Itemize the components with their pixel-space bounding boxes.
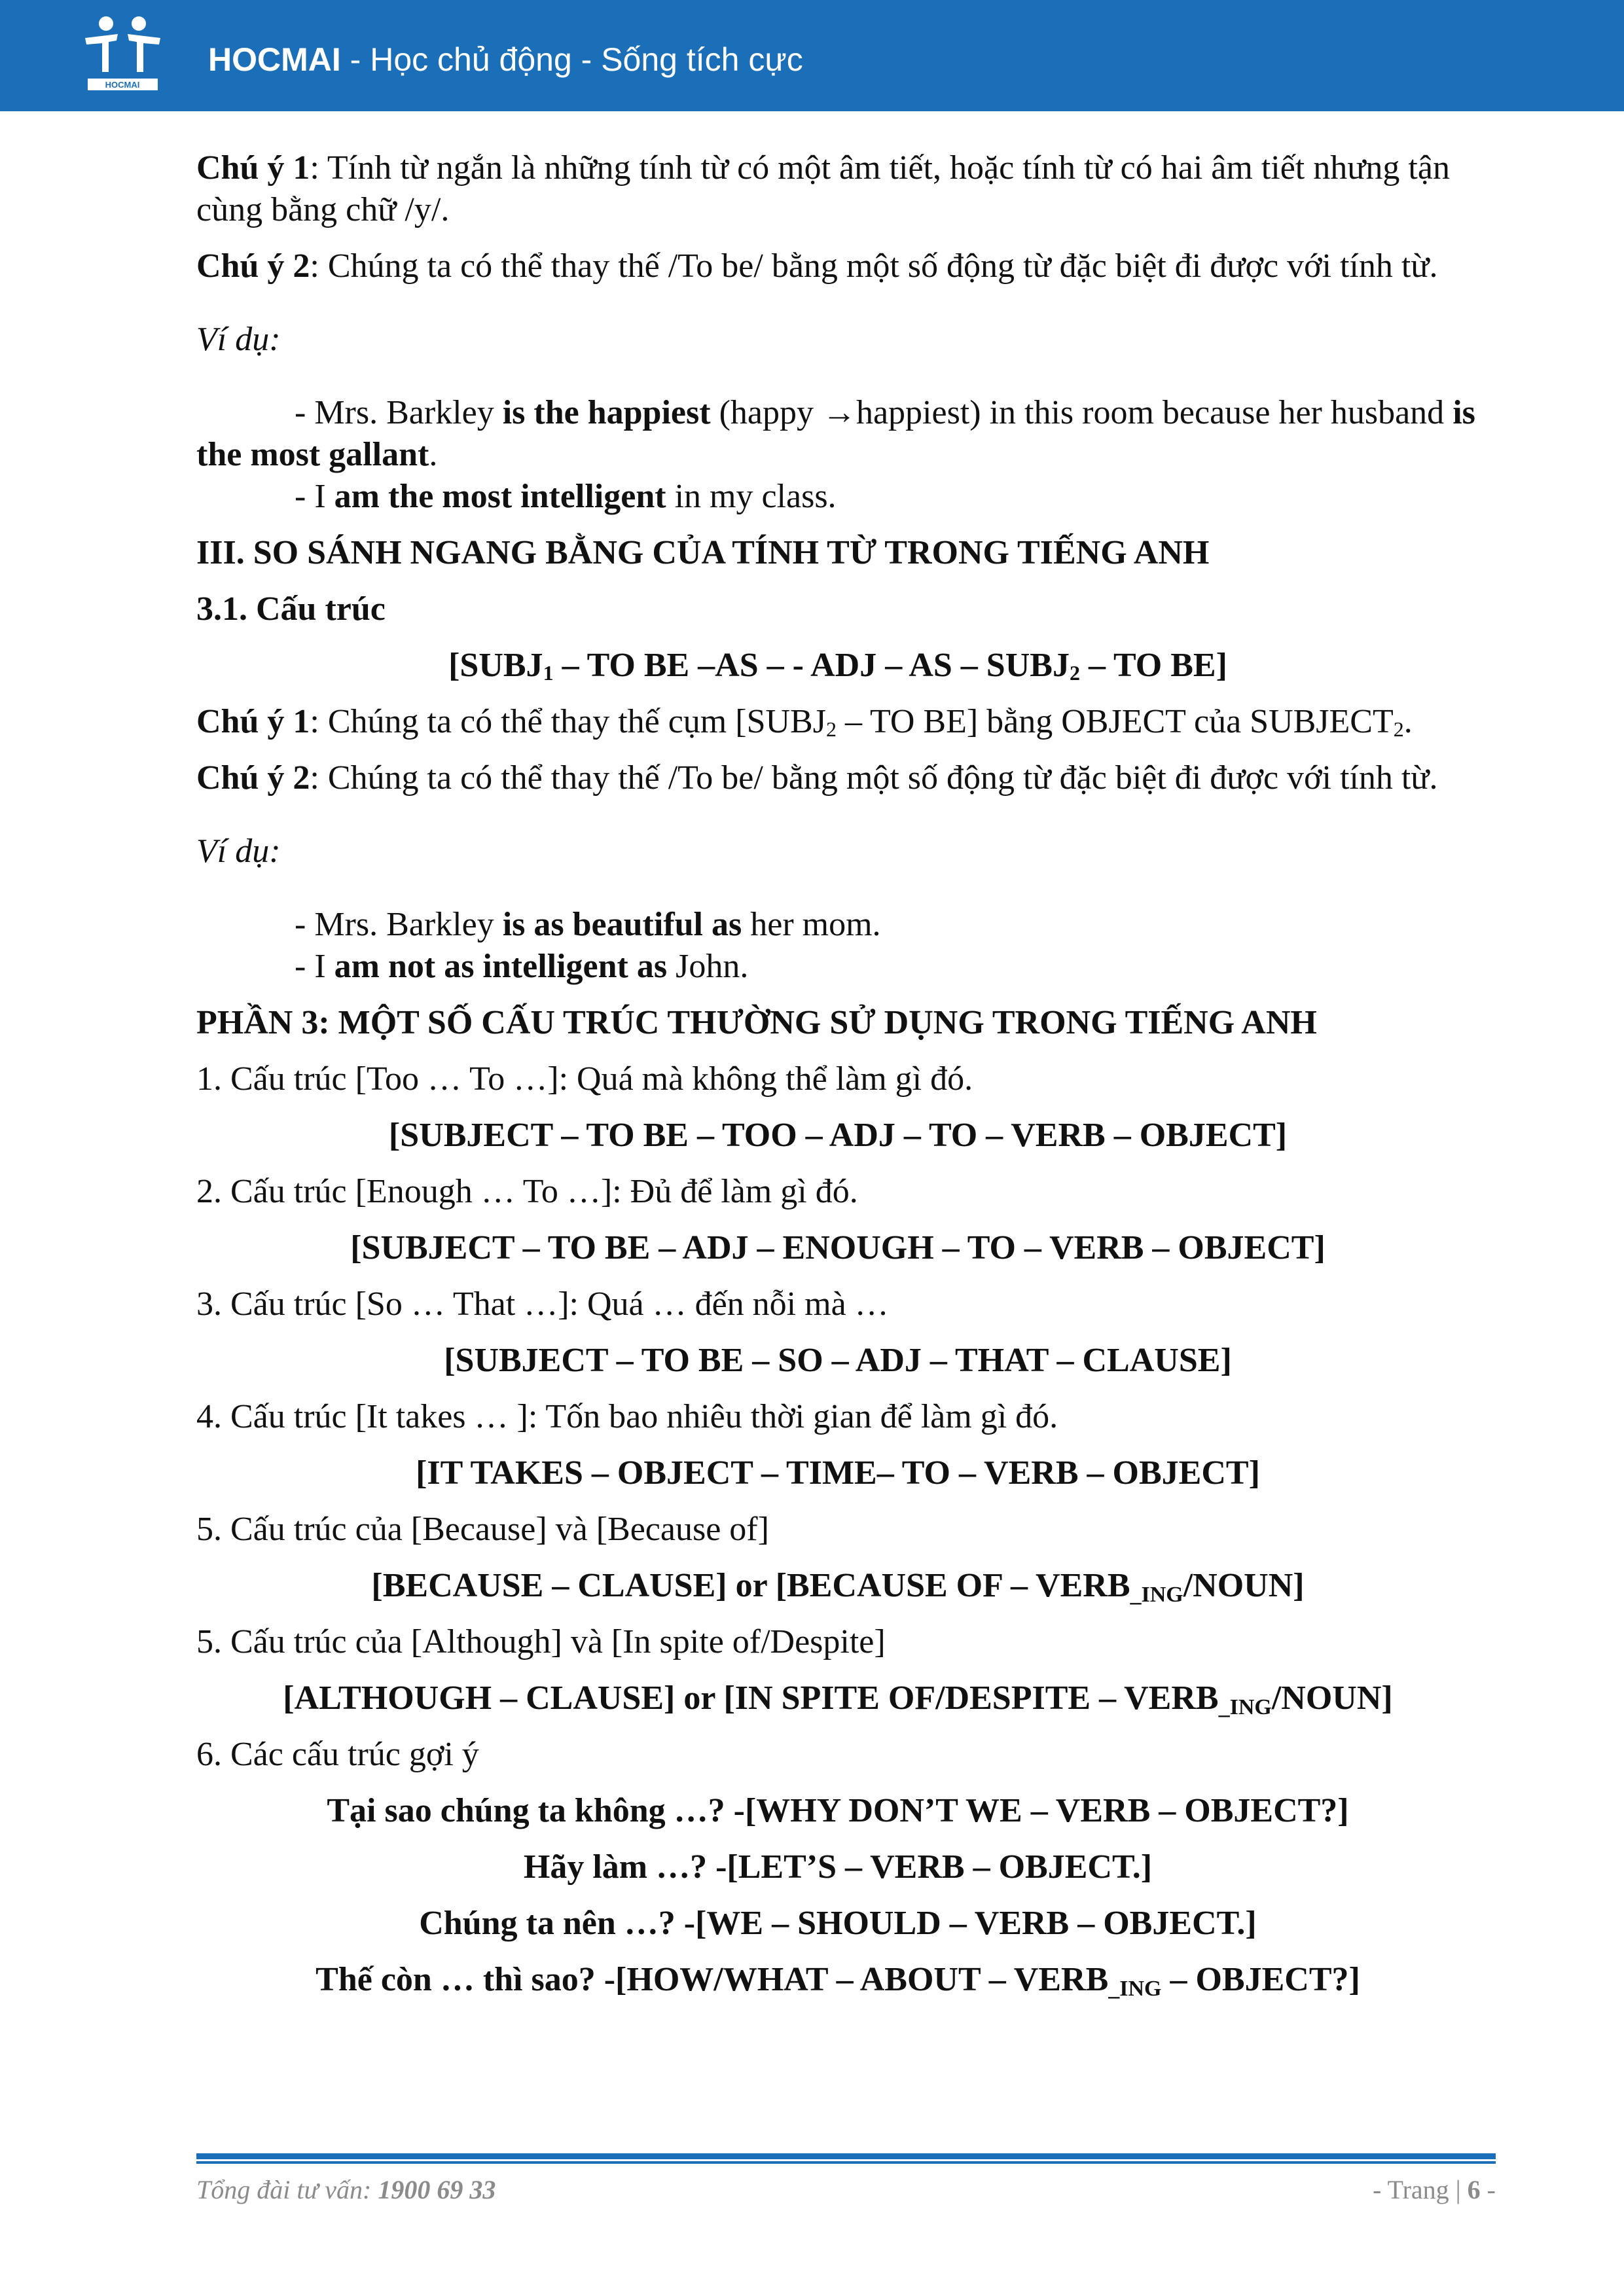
- structure-2: 2. Cấu trúc [Enough … To …]: Đủ để làm gì đó.: [196, 1173, 858, 1210]
- footer-hotline: Tổng đài tư vấn: 1900 69 33: [196, 2175, 496, 2204]
- note-text: : Chúng ta có thể thay thế /To be/ bằng một số động từ đặc biệt đi được với tính từ.: [310, 247, 1438, 285]
- hocmai-logo-icon: [79, 14, 167, 93]
- formula-3: [SUBJECT – TO BE – SO – ADJ – THAT – CLAUSE]: [444, 1342, 1232, 1379]
- structure-1: 1. Cấu trúc [Too … To …]: Quá mà không thể làm gì đó.: [196, 1060, 973, 1098]
- note-1: [196, 147, 1479, 231]
- formula-equal-comparison: [$SUBJ_1$ – TO BE –AS – - ADJ – AS – $SUBJ_2$ – TO BE]: [448, 647, 1227, 685]
- example-1: - Mrs. Barkley is the happiest (happy →happiest) in this room because her husband is the most gallant.: [196, 394, 1475, 473]
- formula-7: Tại sao chúng ta không …? -[WHY DON’T WE – VERB – OBJECT?]: [327, 1792, 1349, 1829]
- page-header: [0, 0, 1624, 111]
- structure-6: 5. Cấu trúc của [Although] và [In spite of/Despite]: [196, 1623, 886, 1660]
- structure-4: 4. Cấu trúc [It takes … ]: Tốn bao nhiêu thời gian để làm gì đó.: [196, 1398, 1058, 1435]
- brand-tagline: - Học chủ động - Sống tích cực: [350, 41, 803, 78]
- subsection-3-1-title: 3.1. Cấu trúc: [196, 590, 386, 628]
- formula-8: Hãy làm …? -[LET’S – VERB – OBJECT.]: [523, 1848, 1153, 1886]
- note-4: Chú ý 2: Chúng ta có thể thay thế /To be/ bằng một số động từ đặc biệt đi được với tính từ.: [196, 759, 1438, 797]
- example-3: - Mrs. Barkley is as beautiful as her mom.: [295, 906, 881, 943]
- document-body: [196, 147, 1479, 2001]
- structure-7: 6. Các cấu trúc gợi ý: [196, 1736, 479, 1773]
- formula-10: Thế còn … thì sao? -[HOW/WHAT – ABOUT – VERB_ING – OBJECT?]: [316, 1961, 1360, 2001]
- note-2: [196, 245, 1479, 287]
- svg-text:HOCMAI: HOCMAI: [105, 80, 140, 90]
- part-3-title: PHẦN 3: MỘT SỐ CẤU TRÚC THƯỜNG SỬ DỤNG TRONG TIẾNG ANH: [196, 1004, 1317, 1041]
- note-label: Chú ý 1: [196, 149, 310, 187]
- formula-5: [BECAUSE – CLAUSE] or [BECAUSE OF – VERB_ING/NOUN]: [371, 1567, 1305, 1607]
- formula-9: Chúng ta nên …? -[WE – SHOULD – VERB – OBJECT.]: [419, 1905, 1257, 1942]
- note-text: : Tính từ ngắn là những tính từ có một âm tiết, hoặc tính từ có hai âm tiết nhưng tận cùng bằng chữ /y/.: [196, 149, 1450, 228]
- example-2: - I am the most intelligent in my class.: [295, 478, 837, 515]
- brand-name: HOCMAI: [208, 41, 341, 78]
- note-label: Chú ý 2: [196, 247, 310, 285]
- formula-2: [SUBJECT – TO BE – ADJ – ENOUGH – TO – VERB – OBJECT]: [350, 1229, 1326, 1266]
- formula-4: [IT TAKES – OBJECT – TIME– TO – VERB – OBJECT]: [416, 1454, 1260, 1492]
- footer-page-number: - Trang | 6 -: [1372, 2175, 1496, 2204]
- example-4: - I am not as intelligent as John.: [295, 948, 749, 985]
- example-label-2: Ví dụ:: [196, 833, 281, 870]
- brand-text: [208, 37, 803, 82]
- note-3: Chú ý 1: Chúng ta có thể thay thế cụm [$SUBJ_2$ – TO BE] bằng OBJECT của $SUBJECT_2$.: [196, 703, 1413, 741]
- formula-1: [SUBJECT – TO BE – TOO – ADJ – TO – VERB – OBJECT]: [388, 1117, 1288, 1154]
- formula-6: [ALTHOUGH – CLAUSE] or [IN SPITE OF/DESPITE – VERB_ING/NOUN]: [283, 1679, 1393, 1719]
- structure-5: 5. Cấu trúc của [Because] và [Because of]: [196, 1511, 769, 1548]
- example-label: Ví dụ:: [196, 321, 281, 358]
- structure-3: 3. Cấu trúc [So … That …]: Quá … đến nỗi mà …: [196, 1285, 889, 1323]
- footer-divider: [196, 2153, 1496, 2164]
- section-3-title: III. SO SÁNH NGANG BẰNG CỦA TÍNH TỪ TRONG TIẾNG ANH: [196, 534, 1210, 571]
